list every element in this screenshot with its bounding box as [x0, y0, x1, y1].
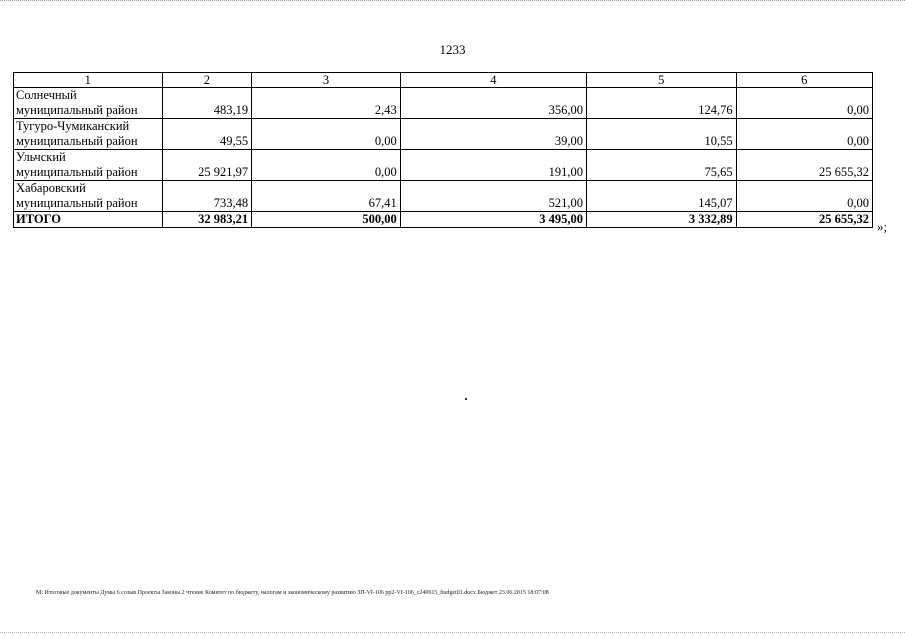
- district-name: Хабаровский муниципальный район: [14, 181, 163, 212]
- table-cell: 0,00: [736, 88, 872, 119]
- district-name: Тугуро-Чумиканский муниципальный район: [14, 119, 163, 150]
- table-cell: 39,00: [400, 119, 586, 150]
- district-name: Ульчский муниципальный район: [14, 150, 163, 181]
- table-cell: 10,55: [587, 119, 737, 150]
- table-header-row: [14, 73, 873, 88]
- district-name: Солнечный муниципальный район: [14, 88, 163, 119]
- table-cell: 0,00: [736, 119, 872, 150]
- total-cell: 500,00: [252, 212, 401, 228]
- table-cell: 0,00: [252, 119, 401, 150]
- total-cell: 25 655,32: [736, 212, 872, 228]
- column-header: 1: [14, 73, 163, 88]
- table-cell: 75,65: [587, 150, 737, 181]
- closing-quote: »;: [877, 219, 888, 234]
- table-cell: 191,00: [400, 150, 586, 181]
- table-row: [14, 88, 873, 119]
- page-number: 1233: [439, 42, 466, 57]
- table-cell: 2,43: [252, 88, 401, 119]
- table-cell: 49,55: [162, 119, 252, 150]
- table-row: [14, 150, 873, 181]
- column-header: 5: [587, 73, 737, 88]
- table-cell: 733,48: [162, 181, 252, 212]
- table-cell: 521,00: [400, 181, 586, 212]
- table-cell: 25 655,32: [736, 150, 872, 181]
- table-cell: 356,00: [400, 88, 586, 119]
- table-cell: 483,19: [162, 88, 252, 119]
- scan-edge-bottom: [0, 632, 905, 635]
- column-header: 4: [400, 73, 586, 88]
- column-header: 6: [736, 73, 872, 88]
- table-cell: 25 921,97: [162, 150, 252, 181]
- total-cell: 32 983,21: [162, 212, 252, 228]
- scan-edge-top: [0, 0, 905, 7]
- table-cell: 145,07: [587, 181, 737, 212]
- table-cell: 0,00: [252, 150, 401, 181]
- stray-mark: [465, 398, 467, 400]
- footer-file-path: М: Итоговые документы Думы 6 созыв Проекты Законы 2 чтение Комитет по бюджету, налогам и экономическому развитию ЗП-VI-106 pp2-VI-106_c240615_budget01.docx Бюджет 23.06.2015 18:07:08: [36, 590, 549, 596]
- table-cell: 124,76: [587, 88, 737, 119]
- total-cell: 3 495,00: [400, 212, 586, 228]
- table-cell: 0,00: [736, 181, 872, 212]
- total-cell: 3 332,89: [587, 212, 737, 228]
- table-row: [14, 181, 873, 212]
- total-row: [14, 212, 873, 228]
- total-label: ИТОГО: [14, 212, 163, 228]
- column-header: 2: [162, 73, 252, 88]
- table-row: [14, 119, 873, 150]
- budget-table: [13, 72, 873, 228]
- column-header: 3: [252, 73, 401, 88]
- table-cell: 67,41: [252, 181, 401, 212]
